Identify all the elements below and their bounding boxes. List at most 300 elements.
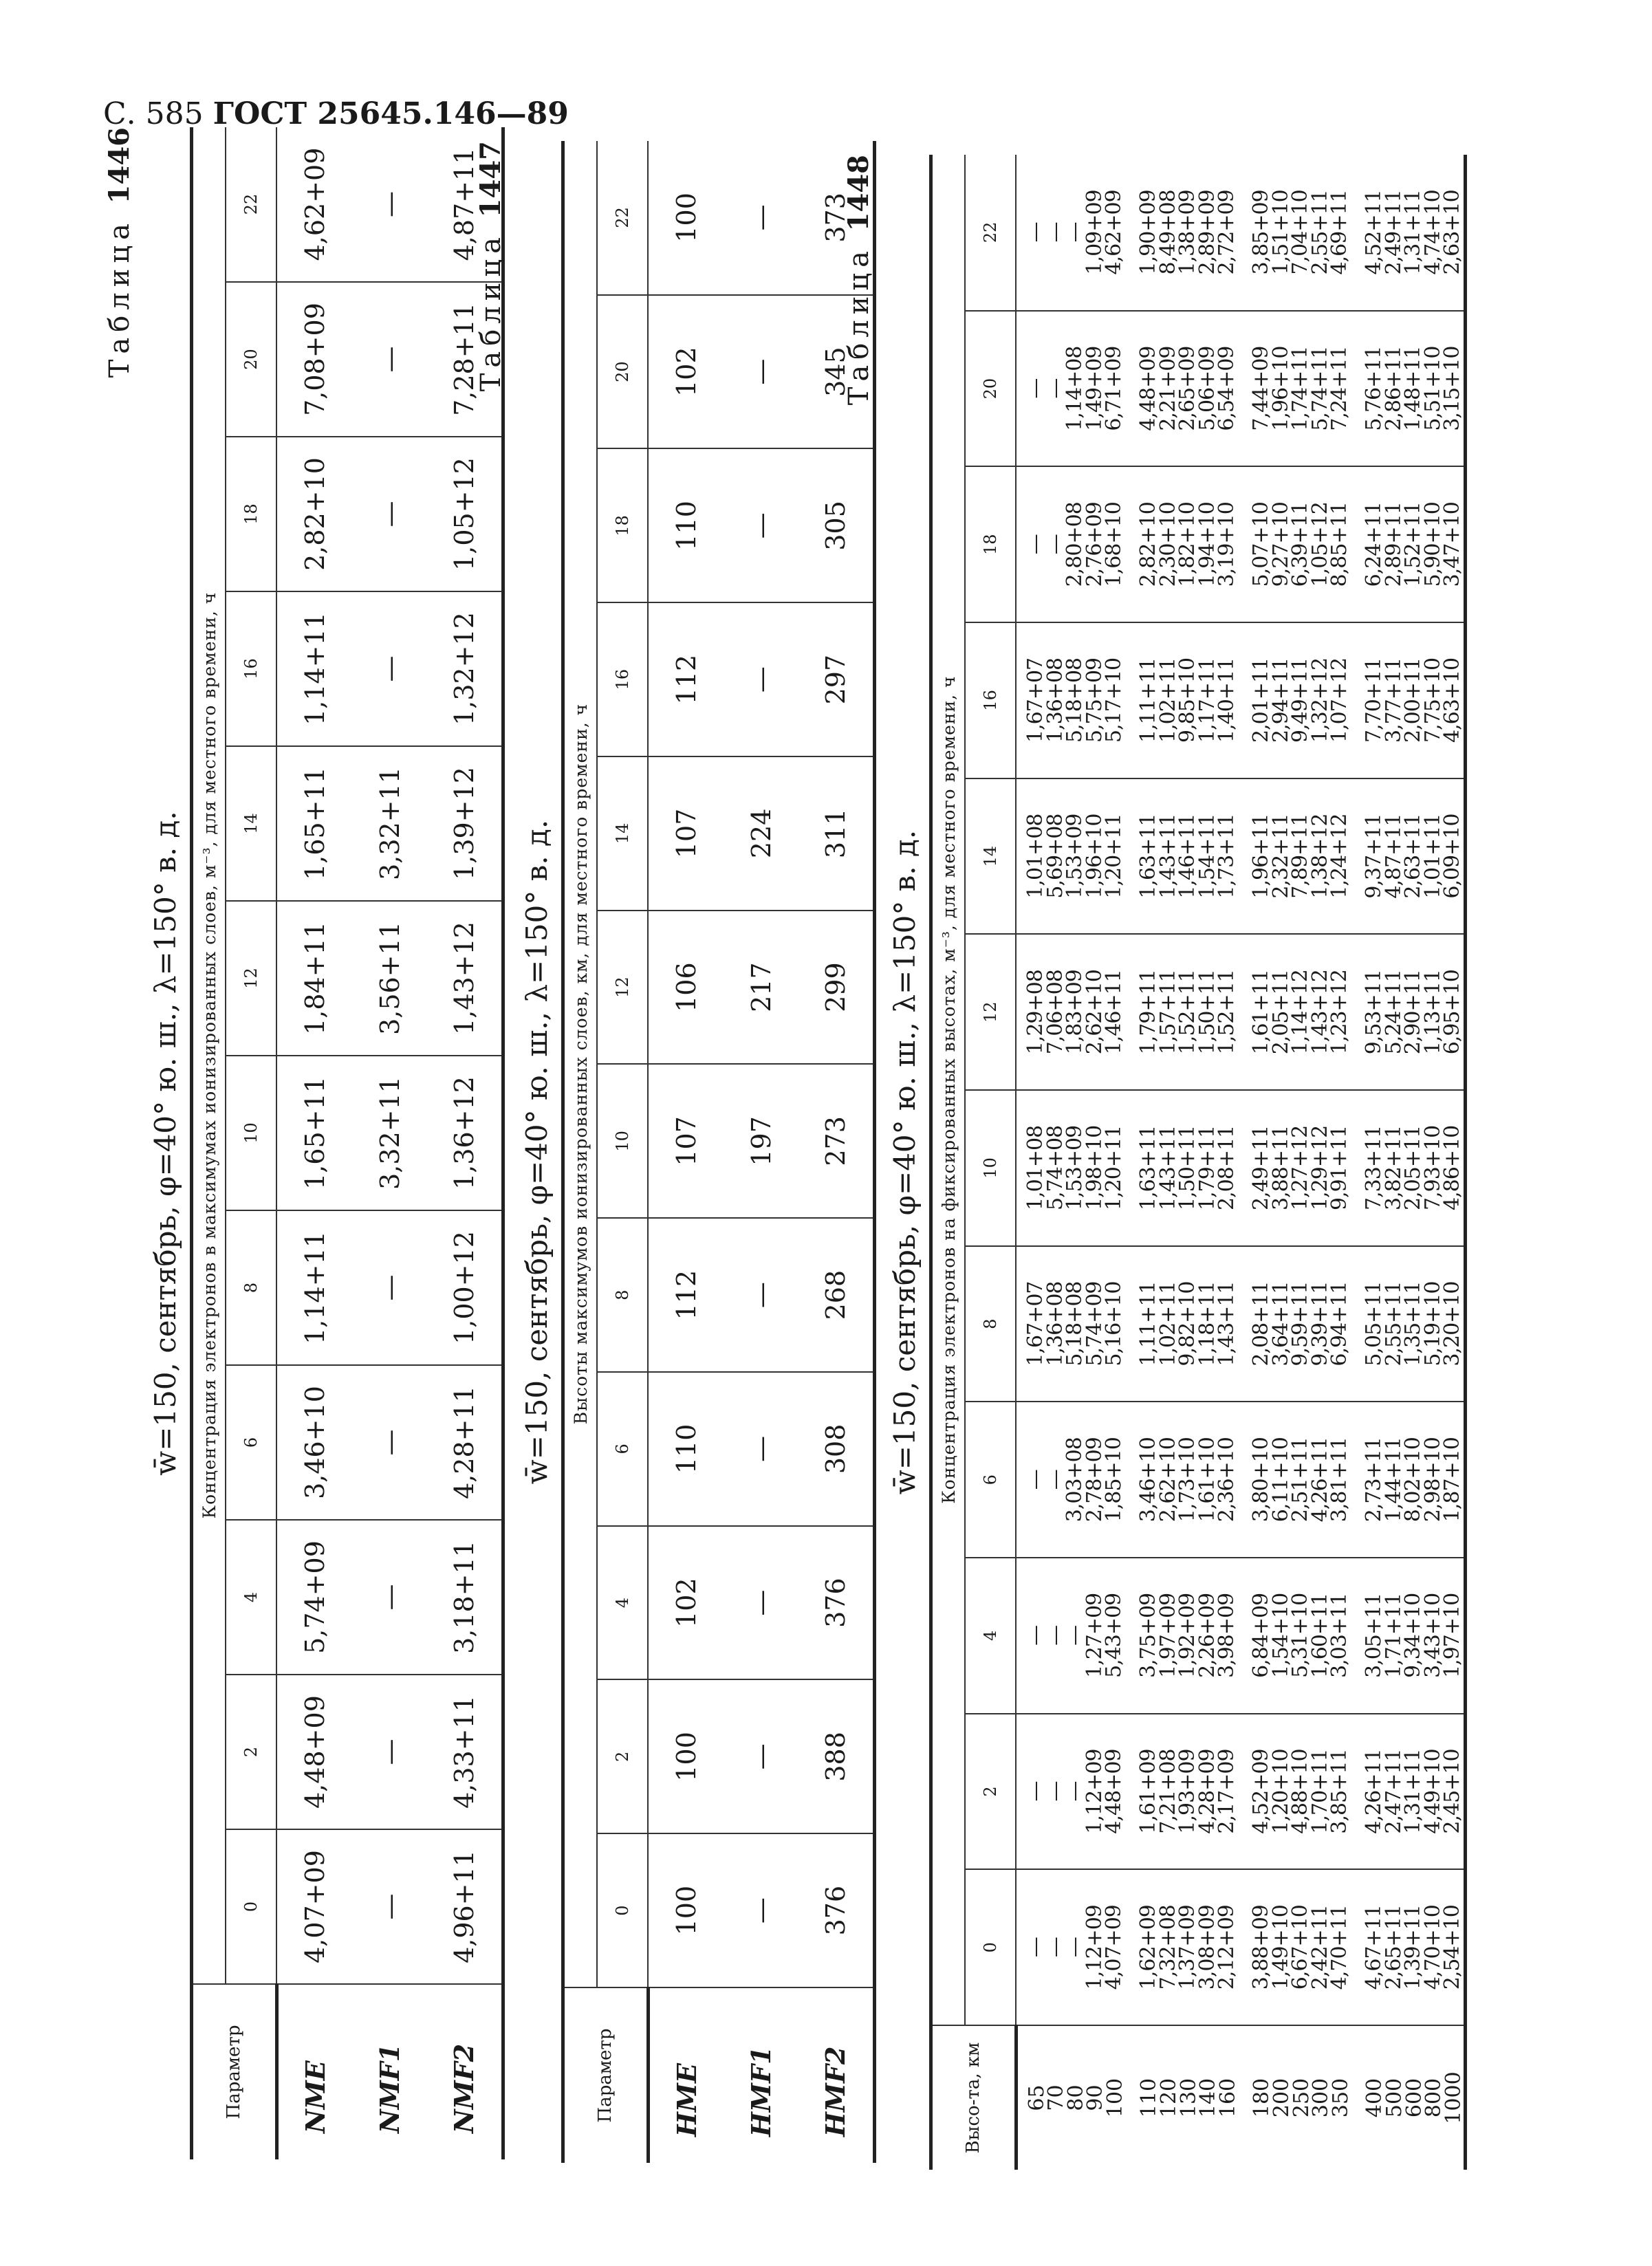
value-line: 5,74+08 xyxy=(1043,1125,1067,1210)
value-line: 3,47+10 xyxy=(1440,502,1465,587)
value-cell: — xyxy=(724,141,798,295)
value-line: 4,26+11 xyxy=(1307,1437,1332,1523)
value-line: 2,30+10 xyxy=(1155,502,1180,587)
value-cell: 345 xyxy=(798,295,875,449)
value-line: — xyxy=(1023,222,1047,243)
value-line: 2,82+10 xyxy=(1135,502,1160,587)
value-line: 1,79+11 xyxy=(1195,1125,1219,1210)
value-line: 1,49+09 xyxy=(1082,346,1107,431)
value-cell: — xyxy=(353,1210,427,1365)
value-line: 1,74+11 xyxy=(1288,346,1313,431)
value-cell: 1,65+11 xyxy=(276,746,353,901)
value-line: 1,48+11 xyxy=(1401,346,1426,431)
super-header: Концентрация электронов на фиксированных высотах, м⁻³, для местного времени, ч xyxy=(931,155,966,2025)
value-line: 2,17+09 xyxy=(1215,1749,1239,1834)
value-cell: 376 xyxy=(798,1833,875,1987)
table-row xyxy=(353,127,427,2159)
value-cell: 273 xyxy=(798,1065,875,1219)
value-cell: 4,28+11 xyxy=(427,1365,503,1520)
value-cell: — xyxy=(353,1520,427,1675)
col-header-6: 6 xyxy=(226,1365,276,1520)
value-line: 1,37+09 xyxy=(1175,1905,1200,1990)
value-line: 1,40+11 xyxy=(1215,657,1239,743)
value-column-16 xyxy=(1016,622,1466,778)
col-header-20: 20 xyxy=(226,282,276,437)
value-line: 1,63+11 xyxy=(1135,1125,1160,1210)
value-line: 4,70+11 xyxy=(1327,1905,1352,1990)
value-line: 350 xyxy=(1328,2078,1353,2118)
value-line: 90 xyxy=(1083,2084,1108,2111)
value-line: 2,42+11 xyxy=(1307,1905,1332,1990)
value-line: 2,65+09 xyxy=(1175,346,1200,431)
value-line: 6,94+11 xyxy=(1327,1281,1352,1366)
value-line: 4,69+11 xyxy=(1327,190,1352,275)
value-line: 2,63+11 xyxy=(1401,814,1426,899)
value-line: 1,09+09 xyxy=(1082,190,1107,275)
value-line: — xyxy=(1063,1781,1087,1802)
value-line: 3,03+11 xyxy=(1327,1593,1352,1678)
table-row xyxy=(276,127,353,2159)
col-header-6: 6 xyxy=(597,1372,648,1526)
value-line: 4,52+09 xyxy=(1248,1749,1273,1834)
value-cell: 112 xyxy=(648,1218,724,1372)
value-line: 3,03+08 xyxy=(1063,1437,1087,1523)
value-cell: 102 xyxy=(648,295,724,449)
value-line: 1,43+12 xyxy=(1307,970,1332,1055)
value-line: 1,05+12 xyxy=(1307,502,1332,587)
table-1447-title: w̄=150, сентябрь, φ=40° ю. ш., λ=150° в. д. xyxy=(520,819,554,1485)
value-line: 1,83+09 xyxy=(1063,970,1087,1055)
value-cell: — xyxy=(724,1218,798,1372)
table-1448-label: Таблица 1448 xyxy=(843,155,875,406)
table-row xyxy=(724,141,798,2163)
col-header-12: 12 xyxy=(597,911,648,1065)
value-line: 1,14+08 xyxy=(1063,346,1087,431)
value-line: 7,24+11 xyxy=(1327,346,1352,431)
col-header-16: 16 xyxy=(226,591,276,746)
value-line: 7,21+08 xyxy=(1155,1749,1180,1834)
value-line: 1,52+11 xyxy=(1215,970,1239,1055)
value-line: 3,98+09 xyxy=(1215,1593,1239,1678)
value-cell: — xyxy=(724,602,798,756)
col-header-10: 10 xyxy=(597,1065,648,1219)
value-line: 2,36+10 xyxy=(1215,1437,1239,1523)
value-line: 6,71+09 xyxy=(1102,346,1127,431)
value-line: 3,05+11 xyxy=(1361,1593,1386,1678)
value-line: 4,88+10 xyxy=(1288,1749,1313,1834)
col-header-14: 14 xyxy=(597,756,648,911)
value-line: 1,96+11 xyxy=(1248,814,1273,899)
value-line: 5,69+08 xyxy=(1043,814,1067,899)
value-line: 7,44+09 xyxy=(1248,346,1273,431)
value-line: 4,87+11 xyxy=(1381,814,1406,899)
value-line: 9,49+11 xyxy=(1288,657,1313,743)
value-line: 2,94+11 xyxy=(1268,657,1293,743)
value-line: — xyxy=(1023,1937,1047,1958)
value-line: 1,02+11 xyxy=(1155,657,1180,743)
value-line: 180 xyxy=(1250,2078,1274,2118)
value-line: — xyxy=(1023,378,1047,399)
value-line: 4,52+11 xyxy=(1361,190,1386,275)
value-line: 3,88+11 xyxy=(1268,1125,1293,1210)
col-header-20: 20 xyxy=(965,311,1016,467)
value-line: 4,62+09 xyxy=(1102,190,1127,275)
value-line: 1,71+11 xyxy=(1381,1593,1406,1678)
value-line: 2,62+10 xyxy=(1082,970,1107,1055)
value-line: 1,92+09 xyxy=(1175,1593,1200,1678)
value-line: 1,53+09 xyxy=(1063,814,1087,899)
value-cell: 224 xyxy=(724,756,798,911)
col-header-16: 16 xyxy=(965,622,1016,778)
value-cell: 4,96+11 xyxy=(427,1829,503,1984)
col-header-0: 0 xyxy=(226,1829,276,1984)
value-line: 9,59+11 xyxy=(1288,1281,1313,1366)
value-line: 1,49+10 xyxy=(1268,1905,1293,1990)
value-line: 1,36+08 xyxy=(1043,1281,1067,1366)
value-line: 1,54+10 xyxy=(1268,1593,1293,1678)
value-line: 1,38+12 xyxy=(1307,814,1332,899)
value-line: 1,53+09 xyxy=(1063,1125,1087,1210)
value-column-12 xyxy=(1016,934,1466,1090)
value-line: 1,14+12 xyxy=(1288,970,1313,1055)
standard-number: ГОСТ 25645.146—89 xyxy=(213,96,569,131)
value-line: 1,39+11 xyxy=(1401,1905,1426,1990)
param-name: NMF2 xyxy=(427,1984,503,2159)
table-1447-label: Таблица 1447 xyxy=(475,141,507,392)
value-line: 5,43+09 xyxy=(1102,1593,1127,1678)
col-header-4: 4 xyxy=(226,1520,276,1675)
value-line: 100 xyxy=(1102,2078,1127,2118)
value-line: 3,20+10 xyxy=(1440,1281,1465,1366)
value-line: 1,97+10 xyxy=(1440,1593,1465,1678)
value-cell: 5,74+09 xyxy=(276,1520,353,1675)
col-header-12: 12 xyxy=(965,934,1016,1090)
page-number: С. 585 xyxy=(103,96,204,131)
value-line: 7,33+11 xyxy=(1361,1125,1386,1210)
value-line: — xyxy=(1043,1470,1067,1490)
value-line: 1,23+12 xyxy=(1327,970,1352,1055)
col-header-22: 22 xyxy=(597,141,648,295)
table-1448 xyxy=(929,155,1467,2170)
value-cell: 102 xyxy=(648,1526,724,1680)
value-line: — xyxy=(1043,1937,1067,1958)
value-cell: 388 xyxy=(798,1680,875,1834)
col-header-22: 22 xyxy=(226,127,276,282)
value-line: 1,29+12 xyxy=(1307,1125,1332,1210)
value-line: 2,73+11 xyxy=(1361,1437,1386,1523)
super-header: Концентрация электронов в максимумах ионизированных слоев, м⁻³, для местного времени, ч xyxy=(192,127,226,1984)
value-line: 9,53+11 xyxy=(1361,970,1386,1055)
value-line: 1,62+09 xyxy=(1135,1905,1160,1990)
value-cell: — xyxy=(353,1675,427,1829)
value-line: 1,94+10 xyxy=(1195,502,1219,587)
value-line: 8,49+08 xyxy=(1155,190,1180,275)
value-line: 5,17+10 xyxy=(1102,657,1127,743)
value-line: 160 xyxy=(1215,2078,1240,2118)
value-cell: 1,14+11 xyxy=(276,591,353,746)
value-cell: 3,56+11 xyxy=(353,901,427,1056)
value-cell: 376 xyxy=(798,1526,875,1680)
value-line: 1,31+11 xyxy=(1401,190,1426,275)
value-line: 1,46+11 xyxy=(1175,814,1200,899)
value-line: 2,55+11 xyxy=(1381,1281,1406,1366)
value-line: — xyxy=(1043,534,1067,555)
value-line: 120 xyxy=(1157,2078,1182,2118)
value-line: 2,12+09 xyxy=(1215,1905,1239,1990)
value-cell: 197 xyxy=(724,1065,798,1219)
value-line: 1,67+07 xyxy=(1023,657,1047,743)
value-line: 2,05+11 xyxy=(1401,1125,1426,1210)
value-line: — xyxy=(1043,222,1067,243)
value-line: 1,98+10 xyxy=(1082,1125,1107,1210)
value-line: 5,74+09 xyxy=(1082,1281,1107,1366)
value-line: 1,35+11 xyxy=(1401,1281,1426,1366)
col-header-4: 4 xyxy=(597,1526,648,1680)
value-line: 2,98+10 xyxy=(1420,1437,1445,1523)
value-line: 2,26+09 xyxy=(1195,1593,1219,1678)
value-line: 5,74+11 xyxy=(1307,346,1332,431)
value-line: 4,07+09 xyxy=(1102,1905,1127,1990)
value-line: 9,85+10 xyxy=(1175,657,1200,743)
value-line: 1,20+11 xyxy=(1102,1125,1127,1210)
value-line: 1,46+11 xyxy=(1102,970,1127,1055)
value-line: 4,86+10 xyxy=(1440,1125,1465,1210)
value-cell: 107 xyxy=(648,1065,724,1219)
value-cell: 4,07+09 xyxy=(276,1829,353,1984)
value-line: 600 xyxy=(1402,2078,1426,2118)
value-cell: 308 xyxy=(798,1372,875,1526)
table-row xyxy=(648,141,724,2163)
value-line: 2,49+11 xyxy=(1381,190,1406,275)
col-header-10: 10 xyxy=(965,1090,1016,1246)
value-line: — xyxy=(1063,1937,1087,1958)
value-line: 2,08+11 xyxy=(1248,1281,1273,1366)
value-line: 1,79+11 xyxy=(1135,970,1160,1055)
value-line: 7,04+10 xyxy=(1288,190,1313,275)
value-cell: 3,32+11 xyxy=(353,1056,427,1210)
param-name: NME xyxy=(276,1984,353,2159)
value-line: 4,70+10 xyxy=(1420,1905,1445,1990)
value-line: 1,43+11 xyxy=(1215,1281,1239,1366)
value-line: 1,54+11 xyxy=(1195,814,1219,899)
value-line: 5,18+08 xyxy=(1063,1281,1087,1366)
value-cell: — xyxy=(353,282,427,437)
value-line: 1,11+11 xyxy=(1135,1281,1160,1366)
value-line: 1,12+09 xyxy=(1082,1749,1107,1834)
value-line: 1,20+11 xyxy=(1102,814,1127,899)
value-cell: 4,33+11 xyxy=(427,1675,503,1829)
value-line: 5,90+10 xyxy=(1420,502,1445,587)
value-line: 3,64+11 xyxy=(1268,1281,1293,1366)
param-name: HMF2 xyxy=(798,1987,875,2163)
value-line: 1,51+10 xyxy=(1268,190,1293,275)
value-line: 1,20+10 xyxy=(1268,1749,1293,1834)
value-line: 9,91+11 xyxy=(1327,1125,1352,1210)
value-cell: 1,32+12 xyxy=(427,591,503,746)
col-header-12: 12 xyxy=(226,901,276,1056)
value-line: 1,87+10 xyxy=(1440,1437,1465,1523)
value-line: 130 xyxy=(1176,2078,1201,2118)
value-line: 1,18+11 xyxy=(1195,1281,1219,1366)
value-line: 3,82+11 xyxy=(1381,1125,1406,1210)
value-line: 1,60+11 xyxy=(1307,1593,1332,1678)
value-line: 6,11+10 xyxy=(1268,1437,1293,1523)
col-header-10: 10 xyxy=(226,1056,276,1210)
value-line: 4,26+11 xyxy=(1361,1749,1386,1834)
value-column-4 xyxy=(1016,1558,1466,1714)
value-line: 1,85+10 xyxy=(1102,1437,1127,1523)
param-header: Параметр xyxy=(563,1987,649,2163)
value-line: 1,50+11 xyxy=(1195,970,1219,1055)
col-header-18: 18 xyxy=(226,437,276,591)
value-line: 9,37+11 xyxy=(1361,814,1386,899)
value-cell: 1,36+12 xyxy=(427,1056,503,1210)
value-line: 6,67+10 xyxy=(1288,1905,1313,1990)
value-line: 1,50+11 xyxy=(1175,1125,1200,1210)
value-line: 1,52+11 xyxy=(1401,502,1426,587)
value-line: 2,00+11 xyxy=(1401,657,1426,743)
value-line: 4,74+10 xyxy=(1420,190,1445,275)
value-line: 5,05+11 xyxy=(1361,1281,1386,1366)
param-header: Параметр xyxy=(192,1984,277,2159)
height-header: Высо-та, км xyxy=(931,2025,1017,2170)
value-cell: 1,65+11 xyxy=(276,1056,353,1210)
value-cell: — xyxy=(353,1365,427,1520)
value-line: 1,57+11 xyxy=(1155,970,1180,1055)
col-header-6: 6 xyxy=(965,1402,1016,1558)
value-cell: 110 xyxy=(648,1372,724,1526)
table-1446-label: Таблица 1446 xyxy=(103,127,135,378)
value-line: 1000 xyxy=(1441,2071,1466,2124)
value-line: 7,93+10 xyxy=(1420,1125,1445,1210)
value-line: 1,68+10 xyxy=(1102,502,1127,587)
value-line: — xyxy=(1063,1625,1087,1646)
value-line: 5,07+10 xyxy=(1248,502,1273,587)
value-cell: 1,05+12 xyxy=(427,437,503,591)
value-cell: 1,84+11 xyxy=(276,901,353,1056)
super-header: Высоты максимумов ионизированных слоев, км, для местного времени, ч xyxy=(563,141,598,1987)
value-cell: 2,82+10 xyxy=(276,437,353,591)
value-line: 7,32+08 xyxy=(1155,1905,1180,1990)
value-line: 2,01+11 xyxy=(1248,657,1273,743)
value-line: 1,52+11 xyxy=(1175,970,1200,1055)
value-line: 4,67+11 xyxy=(1361,1905,1386,1990)
value-line: 7,89+11 xyxy=(1288,814,1313,899)
table-1448-title: w̄=150, сентябрь, φ=40° ю. ш., λ=150° в. д. xyxy=(888,829,922,1495)
value-line: 4,48+09 xyxy=(1135,346,1160,431)
value-line: 300 xyxy=(1309,2078,1334,2118)
param-name: HMF1 xyxy=(724,1987,798,2163)
value-line: 5,76+11 xyxy=(1361,346,1386,431)
value-line: 1,27+12 xyxy=(1288,1125,1313,1210)
heights-column xyxy=(1016,2025,1466,2170)
value-line: 2,63+10 xyxy=(1440,190,1465,275)
value-line: 1,61+09 xyxy=(1135,1749,1160,1834)
col-header-0: 0 xyxy=(965,1869,1016,2025)
value-line: 110 xyxy=(1137,2078,1162,2118)
value-line: — xyxy=(1023,1781,1047,1802)
value-cell: — xyxy=(353,127,427,282)
value-cell: 268 xyxy=(798,1218,875,1372)
value-line: 1,82+10 xyxy=(1175,502,1200,587)
value-line: 1,96+10 xyxy=(1082,814,1107,899)
value-line: 1,07+12 xyxy=(1327,657,1352,743)
value-cell: 311 xyxy=(798,756,875,911)
value-line: 7,70+11 xyxy=(1361,657,1386,743)
value-column-20 xyxy=(1016,311,1466,467)
value-line: 1,70+11 xyxy=(1307,1749,1332,1834)
value-cell: — xyxy=(724,295,798,449)
value-cell: 3,18+11 xyxy=(427,1520,503,1675)
value-line: 1,01+11 xyxy=(1420,814,1445,899)
value-cell: — xyxy=(353,1829,427,1984)
value-line: 1,61+10 xyxy=(1195,1437,1219,1523)
value-column-2 xyxy=(1016,1714,1466,1870)
value-cell: 100 xyxy=(648,141,724,295)
value-line: 1,12+09 xyxy=(1082,1905,1107,1990)
value-cell: — xyxy=(724,1372,798,1526)
value-cell: 297 xyxy=(798,602,875,756)
col-header-16: 16 xyxy=(597,602,648,756)
value-line: — xyxy=(1023,534,1047,555)
value-line: 8,02+10 xyxy=(1401,1437,1426,1523)
value-line: 7,75+10 xyxy=(1420,657,1445,743)
col-header-14: 14 xyxy=(226,746,276,901)
value-line: 2,55+11 xyxy=(1307,190,1332,275)
value-line: 6,54+09 xyxy=(1215,346,1239,431)
col-header-18: 18 xyxy=(965,466,1016,622)
value-line: 1,17+11 xyxy=(1195,657,1219,743)
value-line: 1,13+11 xyxy=(1420,970,1445,1055)
value-line: 2,21+09 xyxy=(1155,346,1180,431)
table-1447-block xyxy=(475,141,851,2163)
table-1446-title: w̄=150, сентябрь, φ=40° ю. ш., λ=150° в. д. xyxy=(149,811,182,1476)
value-cell: — xyxy=(724,449,798,603)
value-line: 9,82+10 xyxy=(1175,1281,1200,1366)
value-line: 1,27+09 xyxy=(1082,1593,1107,1678)
value-line: 6,39+11 xyxy=(1288,502,1313,587)
value-cell: 373 xyxy=(798,141,875,295)
value-line: 2,47+11 xyxy=(1381,1749,1406,1834)
value-cell: 3,46+10 xyxy=(276,1365,353,1520)
value-line: 5,06+09 xyxy=(1195,346,1219,431)
value-line: 5,51+10 xyxy=(1420,346,1445,431)
value-cell: 1,39+12 xyxy=(427,746,503,901)
table-1448-block xyxy=(843,155,1572,2170)
value-line: 1,43+11 xyxy=(1155,1125,1180,1210)
value-line: 1,32+12 xyxy=(1307,657,1332,743)
value-line: 5,18+08 xyxy=(1063,657,1087,743)
value-column-14 xyxy=(1016,778,1466,935)
col-header-8: 8 xyxy=(597,1218,648,1372)
col-header-2: 2 xyxy=(597,1680,648,1834)
value-line: 2,86+11 xyxy=(1381,346,1406,431)
value-line: 3,43+10 xyxy=(1420,1593,1445,1678)
value-cell: 299 xyxy=(798,911,875,1065)
value-line: 1,43+11 xyxy=(1155,814,1180,899)
value-cell: 110 xyxy=(648,449,724,603)
value-line: 2,54+10 xyxy=(1440,1905,1465,1990)
value-line: 6,09+10 xyxy=(1440,814,1465,899)
value-cell: — xyxy=(724,1680,798,1834)
value-line: 3,19+10 xyxy=(1215,502,1239,587)
param-name: HME xyxy=(648,1987,724,2163)
value-line: 1,90+09 xyxy=(1135,190,1160,275)
value-line: 140 xyxy=(1196,2078,1221,2118)
value-line: 2,49+11 xyxy=(1248,1125,1273,1210)
value-line: 3,85+11 xyxy=(1327,1749,1352,1834)
value-line: 400 xyxy=(1362,2078,1387,2118)
